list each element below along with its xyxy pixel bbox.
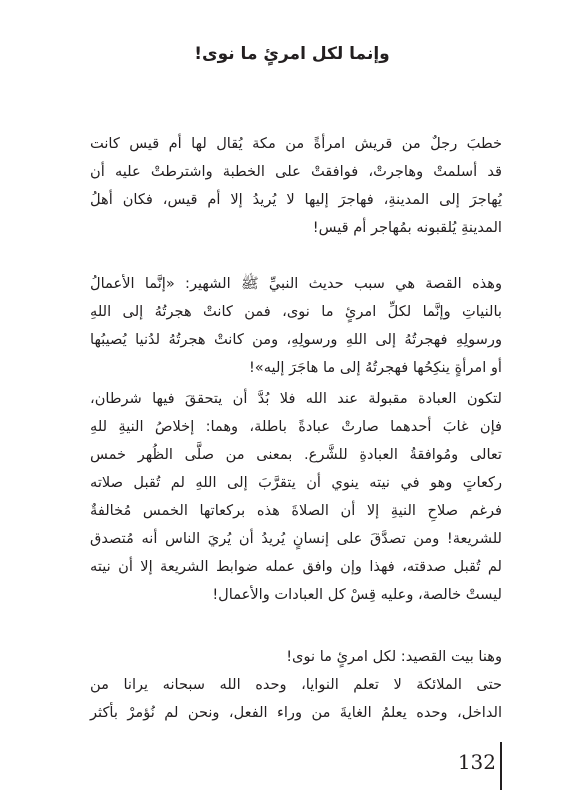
text-line: حتى الملائكة لا تعلم النوايا، وحده الله سبحانه يرانا من <box>90 676 502 693</box>
text-line: فإن غابَ أحدهما صارتْ عبادةً باطلة، وهما: إخلاصُ النيةِ للهِ <box>90 418 502 435</box>
text-line: ليستْ خالصة، وعليه قِسْ كل العبادات والأعمال! <box>212 586 502 603</box>
text-line: قد أسلمتْ وهاجرتْ، فوافقتْ على الخطبة واشترطتْ عليه أن <box>90 163 502 180</box>
page-number-divider <box>500 742 502 790</box>
text-line: المدينةِ يُلقبونه بمُهاجر أم قيس! <box>312 219 502 236</box>
paragraph-1 <box>90 130 502 242</box>
text-line: للشريعة! ومن تصدَّقَ على إنسانٍ يُريدُ أن يُريَ الناس أنه مُتصدق <box>90 530 502 547</box>
text-line: لم تُقبل صدقته، فهذا وإن وافق عمله ضوابط الشريعة إلا أن نيته <box>90 558 502 575</box>
text-line: لتكون العبادة مقبولة عند الله فلا بُدَّ أن يتحققَ فيها شرطان، <box>90 390 502 407</box>
page-title: وإنما لكل امرئٍ ما نوى! <box>194 44 390 64</box>
text-line: وهذه القصة هي سبب حديث النبيِّ ﷺ الشهير: «إنَّما الأعمالُ <box>90 275 502 292</box>
paragraph-4 <box>90 643 502 727</box>
text-line: خطبَ رجلٌ من قريش امرأةً من مكة يُقال لها أم قيس كانت <box>90 135 502 152</box>
text-line: ورسولِهِ فهجرتُهُ إلى اللهِ ورسولِهِ، ومن كانتْ هجرتُهُ لدُنيا يُصيبُها <box>90 331 502 348</box>
paragraph-3 <box>90 385 502 609</box>
text-line: بالنياتِ وإنَّما لكلِّ امرئٍ ما نوى، فمن كانتْ هجرتُهُ إلى اللهِ <box>90 303 502 320</box>
text-line: يُهاجرَ إلى المدينةِ، فهاجرَ إليها لا يُريدُ إلا أم قيس، فكان أهلُ <box>90 191 502 208</box>
text-line: وهنا بيت القصيد: لكل امرئٍ ما نوى! <box>286 648 502 665</box>
text-line: أو امرأةٍ ينكِحُها فهجرتُهُ إلى ما هاجَرَ إليه»! <box>248 359 502 376</box>
text-line: تعالى ومُوافقةُ العبادةِ للشَّرع. بمعنى من صلَّى الظُهر خمس <box>90 446 502 463</box>
paragraph-2 <box>90 270 502 382</box>
text-line: فرغم صلاحِ النيةِ إلا أن الصلاةَ هذه بركعاتها الخمس مُخالفةٌ <box>90 502 502 519</box>
text-line: ركعاتٍ وهو في نيته ينوي أن يتقرَّبَ إلى اللهِ لم تُقبل صلاته <box>90 474 502 491</box>
page-number: 132 <box>457 750 496 774</box>
text-line: الداخل، وحده يعلمُ الغايةَ من وراء الفعل، ونحن لم نُؤمرْ بأكثر <box>90 704 502 721</box>
